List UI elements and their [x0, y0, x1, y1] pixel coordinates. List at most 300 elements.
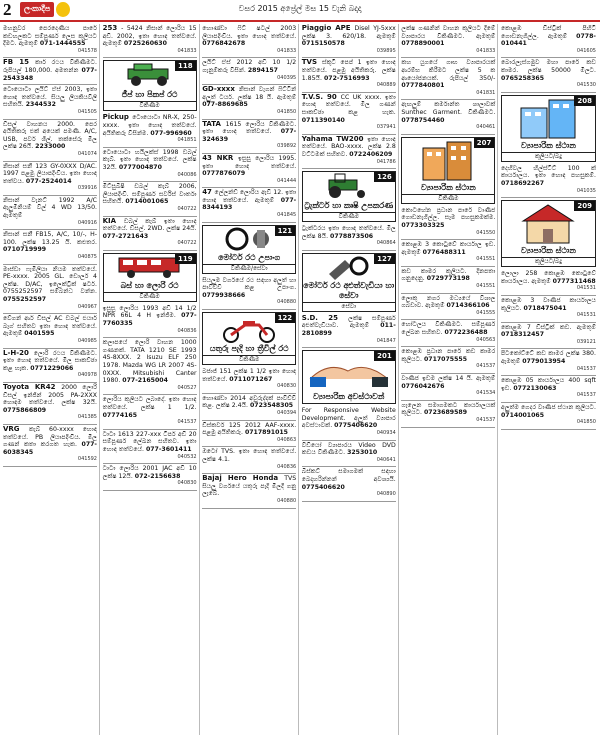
category-number-badge: 119: [175, 254, 196, 264]
ad-text: - 5424 නිසාන් ලොරිය 15 අඩි. 2002, ඉතා හොඳ තත්වයේ. ඇමතුම්: [102, 25, 197, 48]
ad-code: 041537: [177, 419, 197, 426]
ad-text: නිසාන් සනී FB15, A/C, 10/-, H-100. ලක්ෂ 13.25 යි. කළුතර.: [3, 231, 97, 246]
classified-ad: [3, 349, 97, 383]
category-subcaption: විකිණීම: [402, 194, 494, 203]
classified-ad: [3, 314, 97, 348]
category-banner: [501, 95, 596, 162]
ad-phone: 011-2810899: [301, 322, 396, 338]
ad-code: 040830: [277, 383, 297, 390]
category-subcaption: විකිණීම/සේවා: [203, 264, 295, 273]
ad-text: ඉසුසු ලොරිය 1995. ඉතා හොඳ තත්වයේ.: [202, 154, 297, 170]
classified-ad: [3, 162, 97, 196]
classified-ad: [202, 474, 296, 508]
ad-phone: 0715150578: [301, 40, 345, 48]
ad-code: 040978: [77, 372, 97, 379]
category-banner: [202, 312, 296, 365]
ad-phone: 077-7760335: [102, 312, 197, 328]
ad-phone: 072-2156638: [134, 472, 181, 480]
ad-phone: 077-2721643: [102, 232, 149, 240]
ad-code: 041550: [476, 229, 496, 236]
ad-text: සියලුම වර්ගයේ රථ සඳහා අලුත් හා පාවිච්චි කළ උපාංග.: [202, 276, 297, 292]
ad-code: 041531: [576, 285, 596, 292]
classified-ad: [302, 135, 396, 169]
ad-phone: 0778754460: [401, 116, 445, 124]
classified-ad: [202, 421, 296, 448]
classified-ad: [202, 394, 296, 421]
ad-code: 040722: [177, 205, 197, 212]
ad-text: For Responsive Website Development. අලුත් ව්‍යාපාර අවස්ථාවක්.: [301, 407, 396, 430]
ad-text: ටොයොටා NR-X, 250-xxxx. ඉතා හොඳ තත්වයේ. අයිතිකරු විසින්ම.: [102, 114, 197, 137]
ad-text: කාර් රථය විකිණීමට. රුපියල් 180,000. අමතන්න: [3, 59, 97, 74]
classified-ad: [103, 395, 197, 429]
ad-code: 041847: [376, 337, 396, 344]
classified-ad: [3, 120, 97, 162]
ad-code: 040916: [77, 219, 97, 226]
date-line: වසර 2015 අප්‍රේල් මස 15 වැනි බදාදා: [238, 4, 362, 13]
classified-ad: [103, 217, 197, 251]
ad-code: 040830: [177, 480, 197, 487]
classified-ad: [202, 154, 296, 188]
ad-phone: 0775406620: [301, 483, 345, 491]
category-subcaption: කුලියට/බදු: [502, 257, 595, 266]
ad-text: අලුත්ම ගෙදර වාණිජ ස්ථාන කුලියට.: [500, 404, 596, 412]
ad-code: 041505: [77, 108, 97, 115]
ad-title: Piaggio APE: [301, 24, 355, 32]
category-number-badge: 126: [374, 172, 395, 182]
category-subcaption: විකිණීම: [203, 355, 295, 364]
ad-text: මහනුවර පෙරදෙණිය පාරේ කඩහලකට සම්පූර්ණ ලෙස කුලියට දීමට. ඇමතුම්: [3, 25, 97, 48]
ad-text: හෝටලය විකිණීමට. සම්පූර්ණ ලේඛන සහිතව.: [401, 321, 496, 337]
ad-text: ඩීසල් වාහනය 2000. පෙර අයිතිකරු එක් අයෙක් පමණි. A/C, USB, පවර් ශීල්. තක්සේරු මිල ලක්ෂ 26යි.: [3, 120, 97, 151]
classified-ad: [302, 406, 396, 440]
category-number-badge: 207: [474, 138, 495, 148]
category-banner: [103, 60, 197, 111]
category-caption: මෝටර් රථ උපාංග: [218, 252, 281, 262]
ad-text: 1615 ලොරිය විකිණීමට. ඉතා හොඳ තත්වයේ.: [202, 120, 297, 136]
ad-code: 040394: [277, 410, 297, 416]
classified-ad: [302, 441, 396, 468]
ad-code: 041833: [177, 47, 197, 54]
ad-phone: 0714001065: [125, 198, 169, 206]
ad-text: ලක්ෂ සම්පූර්ණ අළුත්වැඩියාව. ඇමතුම්: [301, 314, 396, 330]
category-caption: ජීප් හා පිකප් රථ: [121, 90, 178, 100]
ad-phone: 0777876079: [202, 170, 246, 178]
ad-phone: 077-2543348: [3, 66, 97, 82]
classified-ad: [103, 338, 197, 395]
classified-ad: [3, 230, 97, 264]
ad-code: 040461: [476, 124, 496, 131]
category-caption: යතුරු පැදි හා ත්‍රීවීල් රථ: [209, 344, 289, 354]
ad-text: ලොකු නගර මධ්‍යයේ විශාල ගබඩාව. ඇමතුම්: [401, 294, 496, 310]
ad-phone: 0776042676: [401, 382, 445, 390]
classified-ad: [202, 188, 296, 222]
ad-code: 039892: [277, 143, 297, 150]
category-number-badge: 208: [574, 96, 595, 106]
category-subcaption: සේවා: [303, 302, 395, 311]
ad-code: 040863: [277, 436, 297, 443]
ad-text: මිට්සුබිෂි ඩබල් කැබ් 2006, ලියාපදිංචි. සම්පූර්ණ සර්විස් වාර්තා සහිතයි.: [102, 183, 197, 206]
classified-ad: [103, 182, 197, 216]
classified-ad: [401, 100, 495, 134]
classified-ad: [401, 374, 495, 401]
page-number: 2: [3, 0, 12, 19]
ad-phone: 2233000: [35, 143, 66, 151]
ad-code: 041537: [576, 365, 596, 372]
classified-ad: [202, 120, 296, 154]
ad-text: නිසාන් සනී 123 GY-0XXX D/AC. 1997 පළමු ලියාපදිංචිය. ඉතා හොඳ තත්වය.: [3, 162, 97, 185]
classified-ad: [401, 347, 495, 374]
ad-code: 040086: [177, 171, 197, 178]
column-5: [399, 24, 498, 735]
ad-phone: 0401595: [24, 330, 55, 338]
ad-code: 041530: [576, 82, 596, 89]
ad-text: ට්‍රැක්ටරය ඉතා හොඳ තත්වයේ. මිල ලක්ෂ 8යි.: [301, 225, 396, 240]
category-caption: ව්‍යාපාරික ස්ථාන: [521, 140, 576, 150]
category-number-badge: 127: [374, 254, 395, 264]
ad-title: Pickup: [102, 113, 133, 122]
ad-text: කොළඹ 3 කොටුවේ කාර්යාල ඉඩ. ඇමතුම්: [401, 241, 496, 256]
ad-code: 041786: [376, 158, 396, 165]
classified-ad: [3, 196, 97, 230]
category-number-badge: 201: [374, 351, 395, 361]
ad-text: කොළඹ ඩිස්ට්‍රික් පිහිටි ගොඩනැගිල්ල. ඇමතුම්: [500, 25, 596, 40]
ad-phone: 0718692267: [500, 179, 545, 187]
ad-text: කොටහේන ප්‍රධාන පාරේ වාණිජ ගොඩනැගිල්ල. සෑම පහසුකමක්ම.: [401, 206, 496, 222]
ad-code: 039895: [376, 47, 396, 54]
classified-ad: [501, 403, 596, 430]
ad-phone: 0723548305: [250, 402, 294, 410]
ad-phone: 077-324639: [202, 128, 297, 143]
category-caption: බස් හා ලොරි රථ: [120, 280, 179, 290]
ad-title: TVS: [301, 58, 323, 67]
ad-phone: 0711390140: [301, 116, 345, 124]
ad-phone: 0779938666: [202, 291, 246, 299]
ad-title: 43 NKR: [202, 153, 239, 162]
ad-phone: 0729773198: [426, 275, 470, 283]
classified-ad: [302, 58, 396, 92]
ad-phone: 072-7516993: [323, 74, 370, 82]
classified-ad: [401, 206, 495, 240]
ad-text: දෙහිවල හිල්ස්ටිට් 100 ක් කාර්යාලය. ඉතා හොඳ පහසුකම්.: [500, 164, 596, 180]
ad-text: කොළඹ ප්‍රධාන පාරේ කඩ කාමර කුලියට.: [401, 348, 496, 363]
ad-title: 47: [202, 188, 215, 197]
ad-code: 040836: [277, 463, 297, 470]
ad-text: කැබ් 60-xxxx හොඳ තත්වයේ. PB ලියාපදිංචිය. මිල ගණන් කතා කරගත හැක.: [3, 425, 97, 449]
ad-phone: 0773303325: [401, 221, 445, 229]
ad-code: 040880: [277, 497, 297, 504]
classified-ad: [202, 85, 296, 119]
ad-phone: 0777840801: [401, 82, 445, 90]
classified-ad: [501, 323, 596, 350]
ad-title: Bajaj Hero Honda: [202, 474, 285, 483]
ad-phone: 0779013954: [522, 358, 566, 366]
ad-text: බජාජ් 151 ලක්ෂ 1 1/2 ඉතා හොඳ තත්වයේ.: [202, 368, 297, 383]
classified-ad: [501, 349, 596, 376]
ad-text: බිස්කට් සමාගමක් සඳහා බෙදාහරින්නන් අවශ්‍යයි.: [301, 468, 396, 483]
ad-text: නිසාන් වැනට් 1992 A/C ඇලුමිනියම් වීල් 4 WD 13/50. ඇමතුම්: [3, 196, 97, 220]
classified-ad: [401, 58, 495, 100]
ad-text: ටොයොටා ලයිට් ඒස් 2003, ඉතා හොඳ තත්වයේ. සියලු ලියකියවිලි සහිතයි.: [3, 86, 97, 109]
category-subcaption: විකිණීම: [104, 101, 196, 110]
ad-title: GD-xxxx: [202, 85, 239, 94]
logo-text: ලංකාදීප: [20, 2, 54, 17]
category-caption: ව්‍යාපාරික ස්ථාන: [420, 182, 476, 192]
classified-ad: [3, 265, 97, 315]
ad-text: හොණ්ඩා ෆිට් ෂටල් 2003 ලියාපදිංචිය. ඉතා හොඳ තත්වයේ.: [202, 25, 297, 40]
ad-text: ලොරිය කුලියට ලබාදේ. ඉතා හොඳ තත්වයේ. ලක්ෂ 1 1/2.: [102, 396, 197, 411]
category-caption: මෝටර් රථ අළුත්වැඩියා හා සේවා: [303, 280, 395, 300]
ad-phone: 0777311468: [552, 277, 596, 285]
ad-text: හොණ්ඩා 2014 අවුරුද්දක් පාවිච්චි කළ. ලක්ෂ 2.4යි.: [202, 394, 297, 410]
ad-text: පිටකෝට්ටේ කඩ කාමර ලක්ෂ 380. ඇමතුම්: [500, 350, 596, 366]
ad-code: 040532: [177, 453, 197, 460]
classified-ad: [401, 24, 495, 58]
ad-phone: 0778873506: [330, 232, 374, 240]
category-number-badge: 209: [574, 201, 595, 211]
category-banner: [501, 200, 596, 267]
ad-phone: 3253010: [347, 449, 378, 457]
ad-text: ලක්ෂ ගණනින් වාහන කුලියට දීමේ ව්‍යාපාරය විකිණීමට. ඇමතුම්: [401, 25, 496, 40]
ad-text: කඩ කාමර කුලියට. දිනපතා ගනුදෙනු.: [401, 267, 496, 283]
ad-title: 253: [102, 24, 122, 32]
ad-code: 041534: [476, 390, 496, 397]
category-subcaption: කුලියට/බදු: [502, 152, 595, 161]
classified-ad: [3, 383, 97, 425]
ad-text: කොළඹ 05 කාර්යාලය 400 sqft ඉඩ.: [500, 377, 596, 392]
ad-title: Toyota KR42: [3, 382, 62, 391]
ad-phone: 0776488311: [422, 248, 466, 256]
ad-phone: 0717075555: [423, 355, 468, 363]
ad-text: ස්කූටි පෙප් 1 ඉතා හොඳ තත්වයේ. පළමු අයිතිකරු. ලක්ෂ 1.85යි.: [301, 59, 396, 82]
classified-ad: [103, 148, 197, 182]
classified-ad: [202, 447, 296, 474]
ad-text: කලාපයේ ලොරි වාහන 1000 ගණනක්. TATA 1210 SE 1993 4S-8XXX. 2 Isuzu ELF 250 1978. Mazda WG LR 2007 4S-0XXX. Mitsubishi Canter 1980.: [102, 339, 197, 385]
classified-ad: [103, 464, 197, 491]
ad-phone: 0755252597: [3, 296, 47, 303]
ad-text: ලොරි රථය විකිණීමට. ඉතා හොඳ තත්වයේ. මිල සාකච්ඡා කළ හැක.: [3, 349, 97, 372]
ad-text: ඩිස්කවර් 125 2012 AAF-xxxx. පළමු අයිතිකරු.: [202, 421, 297, 437]
category-subcaption: විකිණීම: [303, 212, 395, 221]
classified-ad: [302, 224, 396, 251]
classified-ad: [202, 276, 296, 310]
ad-code: 040890: [376, 491, 396, 498]
ad-phone: 077-3601411: [145, 445, 192, 453]
ad-code: 040934: [376, 430, 396, 437]
ad-text: මාස්ඩා ෆැමිලියා නියම තත්වයේ. PE-xxxx. 2005 GL. ඩොලර් 4 ලක්ෂ. D/AC, ඉලෙක්ට්‍රික් ෂටර්. 0755252597 සම්බන්ධ වන්න.: [3, 265, 97, 296]
category-number-badge: 122: [275, 313, 296, 323]
classified-ad: [103, 24, 197, 58]
classified-ad: [3, 58, 97, 85]
ad-code: 040864: [376, 240, 396, 247]
category-number-badge: 121: [275, 226, 296, 236]
classified-ad: [3, 24, 97, 58]
classified-ad: [302, 467, 396, 501]
ad-code: 040967: [77, 303, 97, 310]
ad-text: ඉතා හොඳ තත්වයේ. BAO-xxxx. ලක්ෂ 2.8 වට්ටමක් සහිතව.: [301, 135, 396, 158]
ad-phone: 077-2165004: [122, 377, 168, 385]
ad-phone: 0717891015: [244, 429, 288, 437]
ad-code: 040985: [77, 337, 97, 344]
ad-phone: 0772130063: [513, 384, 557, 392]
column-2: [101, 24, 200, 735]
ad-text: ඩබල් කැබ් ඉතා හොඳ තත්වයේ. ඩීසල්. 2WD. ලක්ෂ 24යි.: [102, 217, 197, 233]
ad-code: 039916: [77, 185, 97, 192]
ad-text: ඇඟලුම් කර්මාන්ත ශාලාවක් Sunthec Garment. විකිණීමට.: [401, 101, 496, 116]
ad-code: 041551: [476, 283, 496, 290]
ad-text: කොළඹ 7 ඩිස්ට්‍රික් කඩ. ඇමතුම්: [500, 323, 596, 331]
ad-phone: 0772236488: [444, 329, 488, 337]
ad-phone: 0777004870: [118, 163, 162, 171]
ad-phone: 0778-010441: [500, 32, 596, 48]
ad-code: 040836: [177, 327, 197, 334]
classified-ad: [401, 240, 495, 267]
category-banner: [302, 171, 396, 222]
ad-text: නිසාන් වැගන් ෆිට්ටින් අලුත් ටයර්. ලක්ෂ 18 යි. ඇමතුම්: [202, 86, 297, 101]
ad-phone: 0718312457: [500, 331, 545, 339]
ad-code: 039121: [576, 338, 596, 345]
ad-title: VRG: [3, 424, 29, 433]
ad-text: ටාටා 1613 227-xxx ටිපර් අඩි 20 සම්පූර්ණ ලේඛන සහිතව. ඉතා හොඳ තත්වයේ.: [102, 430, 197, 453]
ad-phone: 071-1444555: [39, 40, 86, 48]
ad-code: 041074: [77, 150, 97, 157]
ad-code: 041833: [476, 47, 496, 54]
ad-code: 041551: [476, 256, 496, 263]
ad-text: ටොයොටා හයිලක්ස් 1998 ඩබල් කැබ්. ඉතා හොඳ තත්වයේ. ලක්ෂ 32යි.: [102, 148, 197, 171]
ad-text: ඔටෝ TVS. ඉතා හොඳ තත්වයේ. ලක්ෂ 4.1.: [202, 448, 297, 463]
category-caption: ව්‍යාපාරික අවස්ථාවන්: [313, 392, 385, 402]
classified-ad: [202, 367, 296, 394]
classified-ad: [3, 425, 97, 467]
ad-title: TATA: [202, 119, 226, 128]
ad-text: CC UK xxxx. ඉතා හොඳ තත්වයේ. මිල ගණන් සාකච්ඡා කළ හැක.: [301, 93, 396, 116]
ad-code: 041833: [277, 47, 297, 54]
ad-code: 041537: [476, 363, 496, 370]
ad-text: ලොලා 258 කොළඹ කොටුවේ කාර්යාලය. ඇමතුම්: [500, 270, 596, 285]
classified-ad: [501, 24, 596, 58]
column-4: [300, 24, 399, 735]
ad-code: 041385: [77, 414, 97, 421]
ad-text: වාණිජ ඉඩම ලක්ෂ 14 යි. ඇමතුම්: [401, 375, 496, 382]
classified-ad: [401, 294, 495, 321]
ad-code: 041845: [277, 212, 297, 219]
classified-ad: [501, 296, 596, 323]
ad-phone: 0710719999: [3, 246, 47, 254]
ad-code: 041444: [277, 177, 297, 184]
ad-code: 040563: [476, 336, 496, 343]
category-banner: [202, 225, 296, 274]
ad-text: Disel YJ-5xxx ලක්ෂ 3. 620/18. ඇමතුම්: [301, 25, 396, 40]
ad-text: බොරලැස්ගමුව මහා පාරේ කඩ කාමර. ලක්ෂ 50000 මිලට.: [500, 59, 596, 74]
ad-code: 041537: [476, 416, 496, 423]
classified-ad: [501, 164, 596, 198]
ad-phone: 0722406209: [349, 150, 393, 158]
ad-code: 041831: [476, 89, 496, 96]
classified-ad: [401, 401, 495, 428]
column-6: [499, 24, 598, 735]
ad-phone: 0776842678: [202, 40, 246, 48]
classified-ad: [501, 58, 596, 92]
ad-phone: 2894157: [247, 66, 278, 74]
ad-text: ටාටා ලොරිය 2001 JAC අඩි 10 ලක්ෂ 12යි.: [102, 465, 197, 480]
classified-ad: [501, 269, 596, 296]
ad-code: 041531: [576, 312, 596, 319]
masthead: [0, 0, 600, 22]
ad-phone: 0765258365: [500, 74, 545, 82]
ad-phone: 0778890001: [401, 40, 445, 48]
ad-phone: 077-2524014: [25, 177, 72, 185]
classified-ad: [501, 376, 596, 403]
category-caption: ව්‍යාපාරික ස්ථාන: [521, 246, 576, 256]
ad-text: කහ යුගයේ ගෘහ ව්‍යාපාරයක් ආරම්භ කිරීමට ලක්ෂ 5 ක ආයෝජනයක්. රුපියල් 350/-: [401, 59, 496, 82]
classified-ad: [302, 24, 396, 58]
ad-code: 041035: [576, 187, 596, 194]
ad-text: TVS සියලු වර්ගයේ යතුරු පැදි මිලදී ගනු ලැබේ.: [202, 475, 297, 498]
category-banner: [103, 253, 197, 302]
ad-phone: 0714001065: [500, 411, 545, 419]
category-banner: [302, 253, 396, 312]
classified-ad: [202, 24, 296, 58]
category-number-badge: 118: [175, 61, 196, 71]
ad-phone: 077-8344193: [202, 196, 297, 212]
ad-code: 041537: [576, 392, 596, 399]
classified-ad: [103, 113, 197, 147]
ad-title: T.V.S. 90: [301, 92, 341, 101]
ad-code: 041592: [77, 456, 97, 463]
ad-code: 040395: [277, 74, 297, 81]
ad-text: කොළඹ 3 වාණිජ කාර්යාලය කුලියට.: [500, 296, 596, 312]
column-3: [200, 24, 299, 735]
ad-code: 040527: [177, 384, 197, 391]
classified-ad: [103, 430, 197, 464]
ad-text: ලේලන්ඩ් ලොරිය ඇඩි 12. ඉතා හොඳ තත්වයේ. ඇමතුම්: [202, 189, 297, 204]
ad-title: S.D. 25: [301, 313, 349, 322]
ad-text: ලයිට් ඒස් 2012 අඩි 10 1/2 ගැනුම්කරු විසින්.: [202, 59, 297, 74]
ad-phone: 0771229066: [30, 364, 74, 372]
ad-code: 041578: [77, 47, 97, 54]
ad-title: KIA: [102, 216, 125, 225]
classified-ad: [401, 267, 495, 294]
ad-code: 041850: [576, 419, 596, 426]
ad-code: 041850: [277, 108, 297, 115]
ad-text: ඉසුසු ලොරිය 1993 අඩි 14 1/2 NPR 66L 4 H ඉන්ජිම.: [102, 304, 197, 320]
ad-phone: 0775406620: [334, 422, 378, 430]
classified-ad: [103, 304, 197, 338]
ad-code: 040889: [376, 82, 396, 89]
ad-code: 040641: [376, 456, 396, 463]
column-1: [1, 24, 100, 735]
ad-title: FB 15: [3, 58, 36, 67]
ad-phone: 077-996960: [150, 129, 192, 137]
ad-phone: 077-6038345: [3, 441, 97, 456]
category-banner: [401, 137, 495, 204]
classified-ad: [401, 320, 495, 347]
category-subcaption: විකිණීම: [104, 292, 196, 301]
ad-code: 040722: [177, 240, 197, 247]
ad-phone: 0725260630: [123, 40, 167, 48]
ad-code: 040875: [77, 254, 97, 261]
ad-phone: 0714366106: [446, 302, 490, 310]
ad-code: 041605: [576, 47, 596, 54]
ad-phone: 0711071267: [229, 375, 273, 383]
ad-code: 037941: [376, 124, 396, 131]
ad-code: 041555: [476, 309, 496, 316]
ad-text: වීඩියෝ ව්‍යාපාරය Video DVD කඩය විකිණීමට.: [301, 441, 396, 457]
ad-phone: 2344532: [25, 101, 56, 109]
classified-ad: [302, 93, 396, 135]
ad-text: 2000 ලොරි ඩීසල් ඉන්ජින් 2005 PA-2XXX හොඳම තත්වයේ. ලක්ෂ 32යි.: [3, 383, 98, 407]
ad-title: Yahama TW200: [301, 134, 368, 143]
category-banner: [302, 350, 396, 404]
